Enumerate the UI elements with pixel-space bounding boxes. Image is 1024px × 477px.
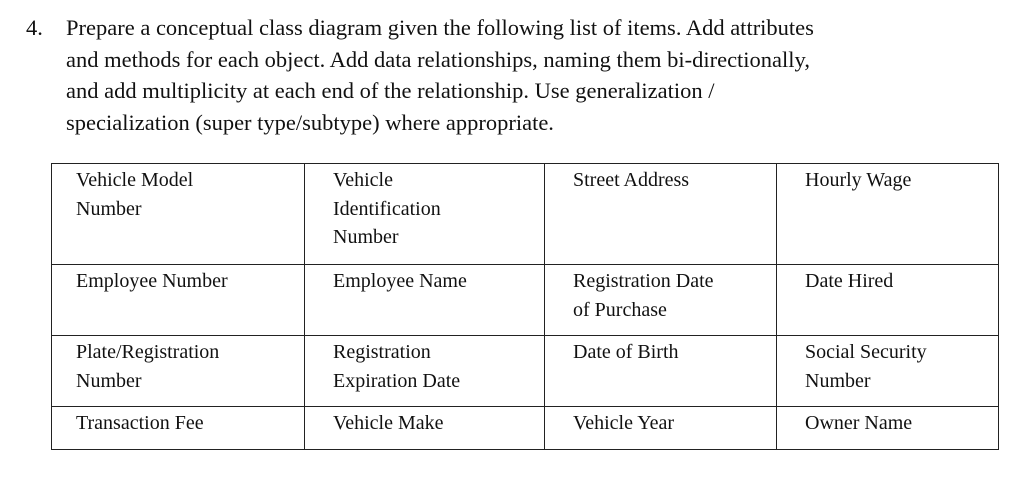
cell-text: Transaction Fee	[76, 412, 204, 434]
cell-text: Number	[76, 197, 142, 220]
cell-text: Number	[805, 369, 871, 392]
table-cell	[777, 164, 999, 265]
cell-text: Number	[333, 226, 399, 248]
table-cell	[777, 407, 999, 450]
cell-text: Expiration Date	[333, 369, 461, 392]
cell-text: Vehicle Year	[573, 412, 675, 434]
cell-text: Plate/Registration	[76, 341, 220, 363]
cell-text: Employee Number	[76, 270, 228, 292]
question-line: specialization (super type/subtype) where appropriate.	[66, 109, 554, 135]
question-block	[26, 12, 1006, 138]
table-cell	[777, 265, 999, 336]
question-number: 4.	[26, 15, 43, 40]
table-cell	[545, 407, 777, 450]
cell-text: Registration	[333, 341, 431, 363]
cell-text: Social Security	[805, 341, 927, 363]
items-table	[51, 163, 999, 450]
question-line: Prepare a conceptual class diagram given the following list of items. Add attributes	[66, 15, 814, 40]
cell-text: Employee Name	[333, 270, 467, 292]
table-cell	[545, 336, 777, 407]
cell-text: Vehicle	[333, 169, 393, 191]
table-cell	[545, 265, 777, 336]
cell-text: Hourly Wage	[805, 169, 912, 191]
table-cell	[52, 164, 305, 265]
table-cell	[545, 164, 777, 265]
table-cell	[52, 336, 305, 407]
cell-text: Street Address	[573, 169, 690, 191]
table-row	[52, 407, 999, 450]
table-row	[52, 164, 999, 265]
table-row	[52, 265, 999, 336]
question-line: and add multiplicity at each end of the relationship. Use generalization /	[66, 78, 715, 103]
table-cell	[52, 407, 305, 450]
question-text	[66, 12, 1006, 138]
cell-text: Number	[76, 369, 142, 392]
table-row	[52, 336, 999, 407]
table-cell	[777, 336, 999, 407]
cell-text: Registration Date	[573, 270, 714, 292]
cell-text: Date Hired	[805, 270, 894, 292]
table-cell	[305, 265, 545, 336]
cell-text: of Purchase	[573, 298, 667, 321]
cell-text: Vehicle Model	[76, 169, 194, 191]
table-cell	[52, 265, 305, 336]
question-line: and methods for each object. Add data relationships, naming them bi-directionally,	[66, 46, 810, 72]
table-cell	[305, 336, 545, 407]
table-cell	[305, 164, 545, 265]
cell-text: Date of Birth	[573, 341, 679, 363]
cell-text: Identification	[333, 197, 441, 220]
cell-text: Owner Name	[805, 412, 913, 434]
cell-text: Vehicle Make	[333, 412, 444, 434]
table-cell	[305, 407, 545, 450]
